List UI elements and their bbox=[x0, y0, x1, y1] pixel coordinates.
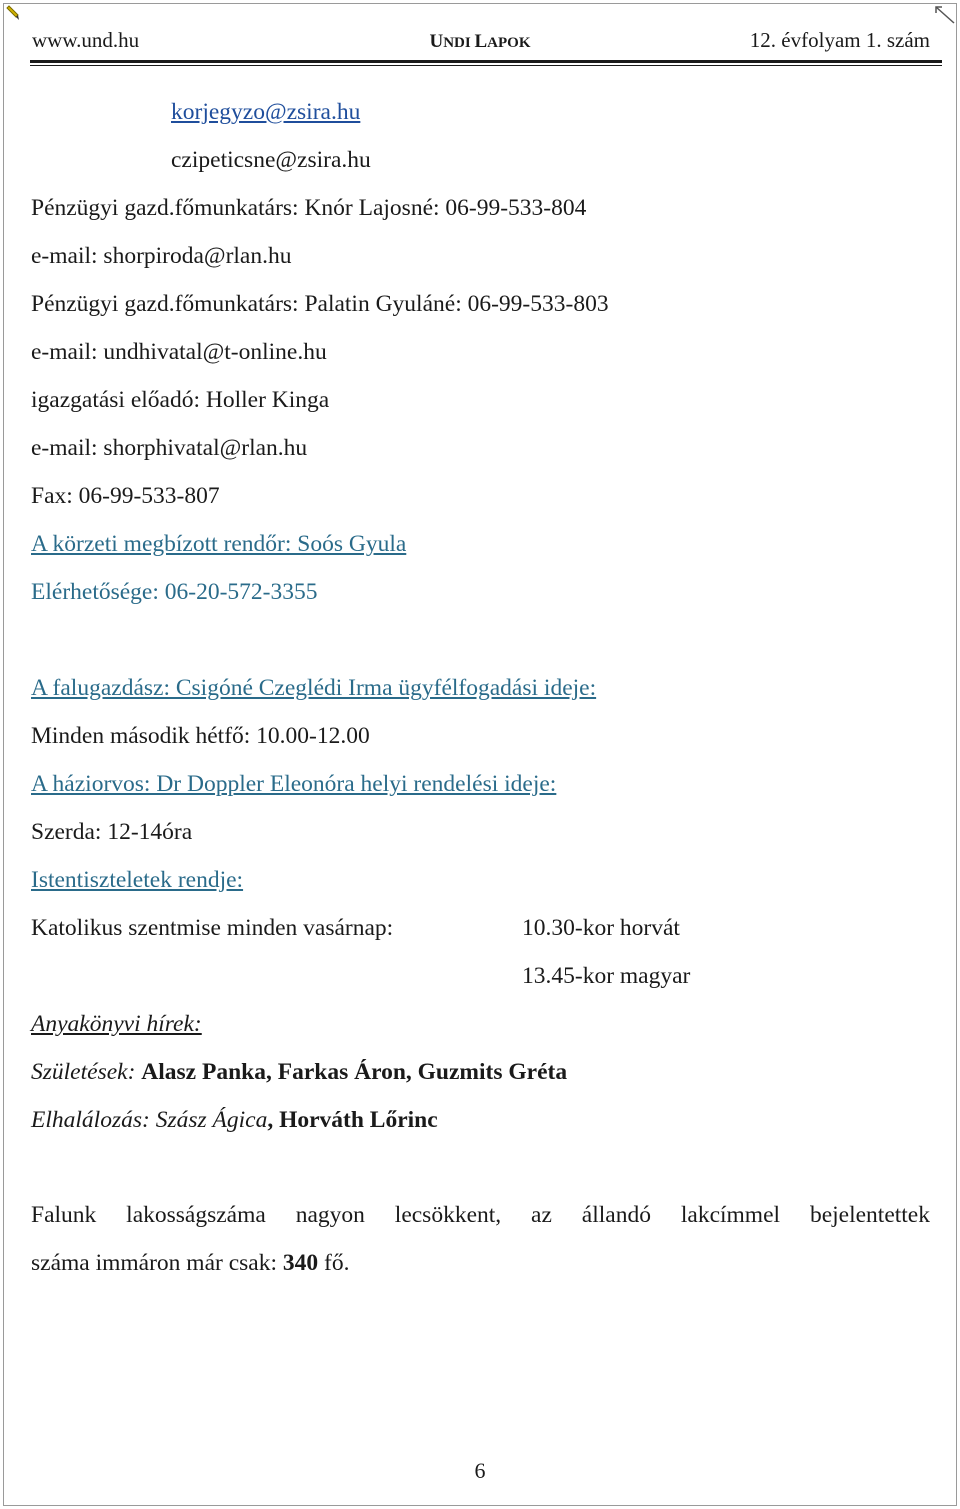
email-czipeticsne: czipeticsne@zsira.hu bbox=[171, 147, 371, 173]
header-rule-thick bbox=[30, 60, 942, 63]
registry-heading: Anyakönyvi hírek: bbox=[31, 1011, 202, 1037]
email-link-korjegyzo[interactable]: korjegyzo@zsira.hu bbox=[171, 99, 361, 125]
admin-officer-email: e-mail: shorphivatal@rlan.hu bbox=[31, 435, 308, 461]
births-label: Születések: bbox=[31, 1059, 136, 1085]
admin-officer: igazgatási előadó: Holler Kinga bbox=[31, 387, 330, 413]
fax-number: Fax: 06-99-533-807 bbox=[31, 483, 220, 509]
finance-officer-1: Pénzügyi gazd.főmunkatárs: Knór Lajosné: 06-99-533-804 bbox=[31, 195, 587, 221]
finance-officer-1-email: e-mail: shorpiroda@rlan.hu bbox=[31, 243, 292, 269]
page-border bbox=[3, 3, 957, 1506]
farm-advisor-heading: A falugazdász: Csigóné Czeglédi Irma ügyfélfogadási ideje: bbox=[31, 675, 597, 701]
pen-icon bbox=[6, 4, 22, 22]
header-title: UNDI LAPOK bbox=[429, 31, 531, 52]
mass-time-croatian: 10.30-kor horvát bbox=[522, 915, 680, 941]
finance-officer-2: Pénzügyi gazd.főmunkatárs: Palatin Gyuláné: 06-99-533-803 bbox=[31, 291, 609, 317]
header-site: www.und.hu bbox=[32, 28, 140, 52]
page-fold-icon bbox=[934, 5, 956, 25]
population-count: 340 bbox=[282, 1250, 319, 1276]
mass-time-hungarian: 13.45-kor magyar bbox=[522, 963, 691, 989]
farm-advisor-hours: Minden második hétfő: 10.00-12.00 bbox=[31, 723, 370, 749]
births-line bbox=[31, 1058, 567, 1086]
mass-label: Katolikus szentmise minden vasárnap: bbox=[31, 915, 394, 941]
births-names: Alasz Panka, Farkas Áron, Guzmits Gréta bbox=[141, 1059, 568, 1085]
deaths-name-2: , Horváth Lőrinc bbox=[267, 1107, 438, 1133]
finance-officer-2-email: e-mail: undhivatal@t-online.hu bbox=[31, 339, 327, 365]
doctor-hours: Szerda: 12-14óra bbox=[31, 819, 193, 845]
population-text-line1: Falunk lakosságszáma nagyon lecsökkent, az állandó lakcímmel bejelentettek bbox=[31, 1202, 930, 1228]
doctor-heading: A háziorvos: Dr Doppler Eleonóra helyi rendelési ideje: bbox=[31, 771, 557, 797]
church-heading: Istentiszteletek rendje: bbox=[31, 867, 244, 893]
deaths-label: Elhalálozás: bbox=[31, 1107, 150, 1133]
header-issue: 12. évfolyam 1. szám bbox=[749, 28, 930, 52]
page-header bbox=[30, 28, 930, 52]
deaths-line bbox=[31, 1106, 438, 1134]
deaths-name-1: Szász Ágica bbox=[155, 1107, 268, 1133]
population-text-line2: száma immáron már csak: 340 fő. bbox=[31, 1250, 350, 1276]
header-rule-thin bbox=[30, 65, 942, 66]
police-contact: Elérhetősége: 06-20-572-3355 bbox=[31, 579, 318, 605]
page-number: 6 bbox=[474, 1458, 486, 1483]
police-heading: A körzeti megbízott rendőr: Soós Gyula bbox=[31, 531, 407, 557]
